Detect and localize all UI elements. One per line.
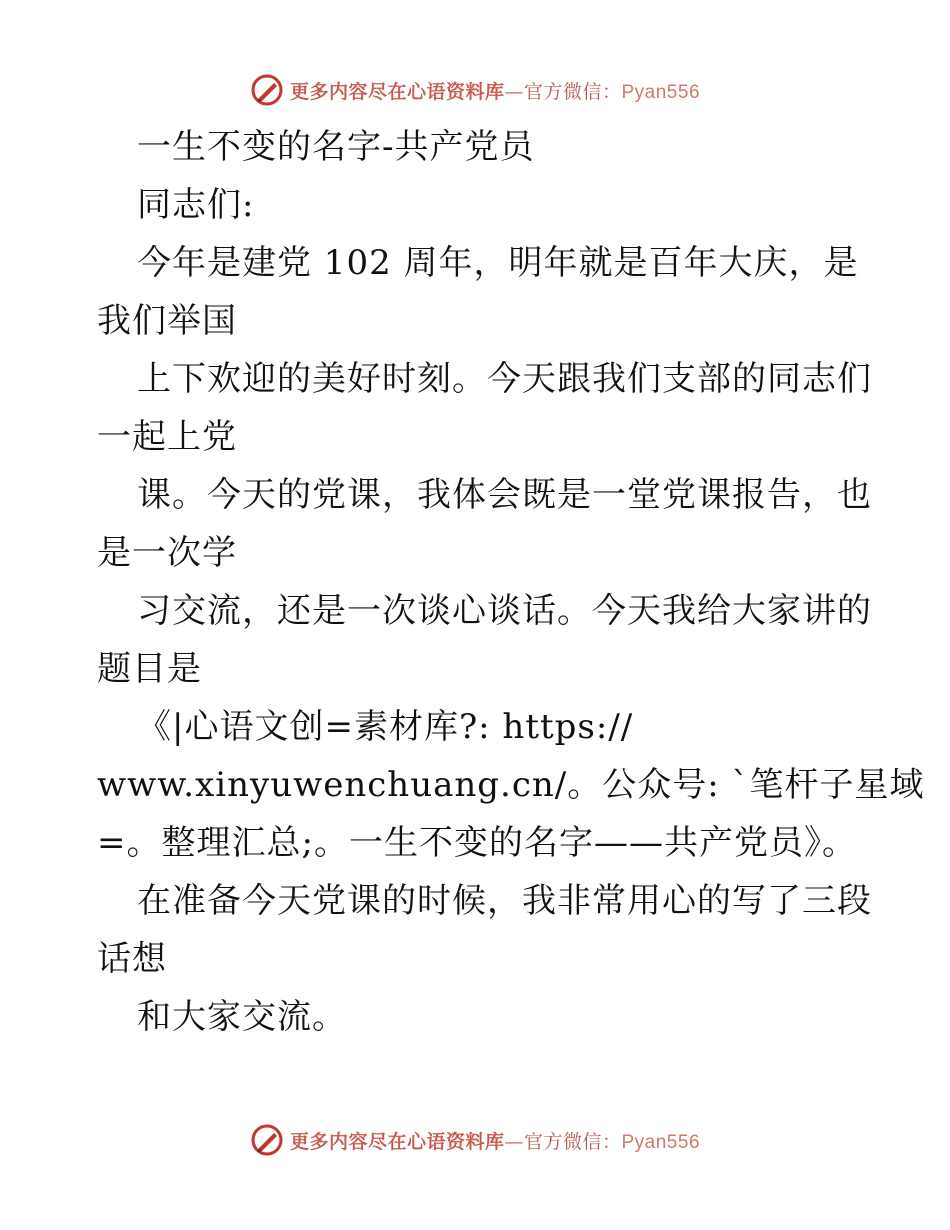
watermark-wechat-label: 官方微信： (523, 1130, 622, 1153)
document-title: 一生不变的名字-共产党员 (137, 127, 535, 167)
greeting-line: 同志们: (137, 185, 255, 225)
watermark-dash: — (504, 1130, 524, 1153)
paragraph-line: 和大家交流。 (137, 997, 347, 1037)
document-body (97, 118, 925, 1046)
watermark-text (290, 1127, 700, 1154)
watermark-prefix: 更多内容尽在心语资料库 (289, 80, 505, 103)
paragraph-line: 话想 (97, 939, 167, 979)
watermark-prefix: 更多内容尽在心语资料库 (289, 1130, 505, 1153)
paragraph-line: 上下欢迎的美好时刻。今天跟我们支部的同志们 (137, 359, 872, 399)
paragraph-line: =。整理汇总;。一生不变的名字——共产党员》。 (97, 823, 857, 863)
paragraph-line: 一起上党 (97, 417, 237, 457)
paragraph-line: 今年是建党 102 周年，明年就是百年大庆，是 (137, 243, 859, 283)
watermark-header (0, 70, 950, 110)
paragraph-line: 题目是 (97, 649, 202, 689)
paragraph-line: 《|心语文创=素材库?: https:// (137, 707, 634, 747)
paragraph-line: 在准备今天党课的时候，我非常用心的写了三段 (137, 881, 872, 921)
watermark-wechat-label: 官方微信： (523, 80, 622, 103)
paragraph-line: 习交流，还是一次谈心谈话。今天我给大家讲的 (137, 591, 872, 631)
paragraph-line: 课。今天的党课，我体会既是一堂党课报告，也 (137, 475, 872, 515)
paragraph-line: 我们举国 (97, 301, 237, 341)
watermark-text (290, 77, 700, 104)
paragraph-line: www.xinyuwenchuang.cn/。公众号: `笔杆子星域 (97, 765, 925, 805)
paragraph-line: 是一次学 (97, 533, 237, 573)
watermark-dash: — (504, 80, 524, 103)
watermark-wechat-id: Pyan556 (621, 81, 701, 103)
watermark-footer (0, 1120, 950, 1160)
pen-logo-icon (250, 1123, 284, 1157)
watermark-wechat-id: Pyan556 (621, 1131, 701, 1153)
pen-logo-icon (250, 73, 284, 107)
